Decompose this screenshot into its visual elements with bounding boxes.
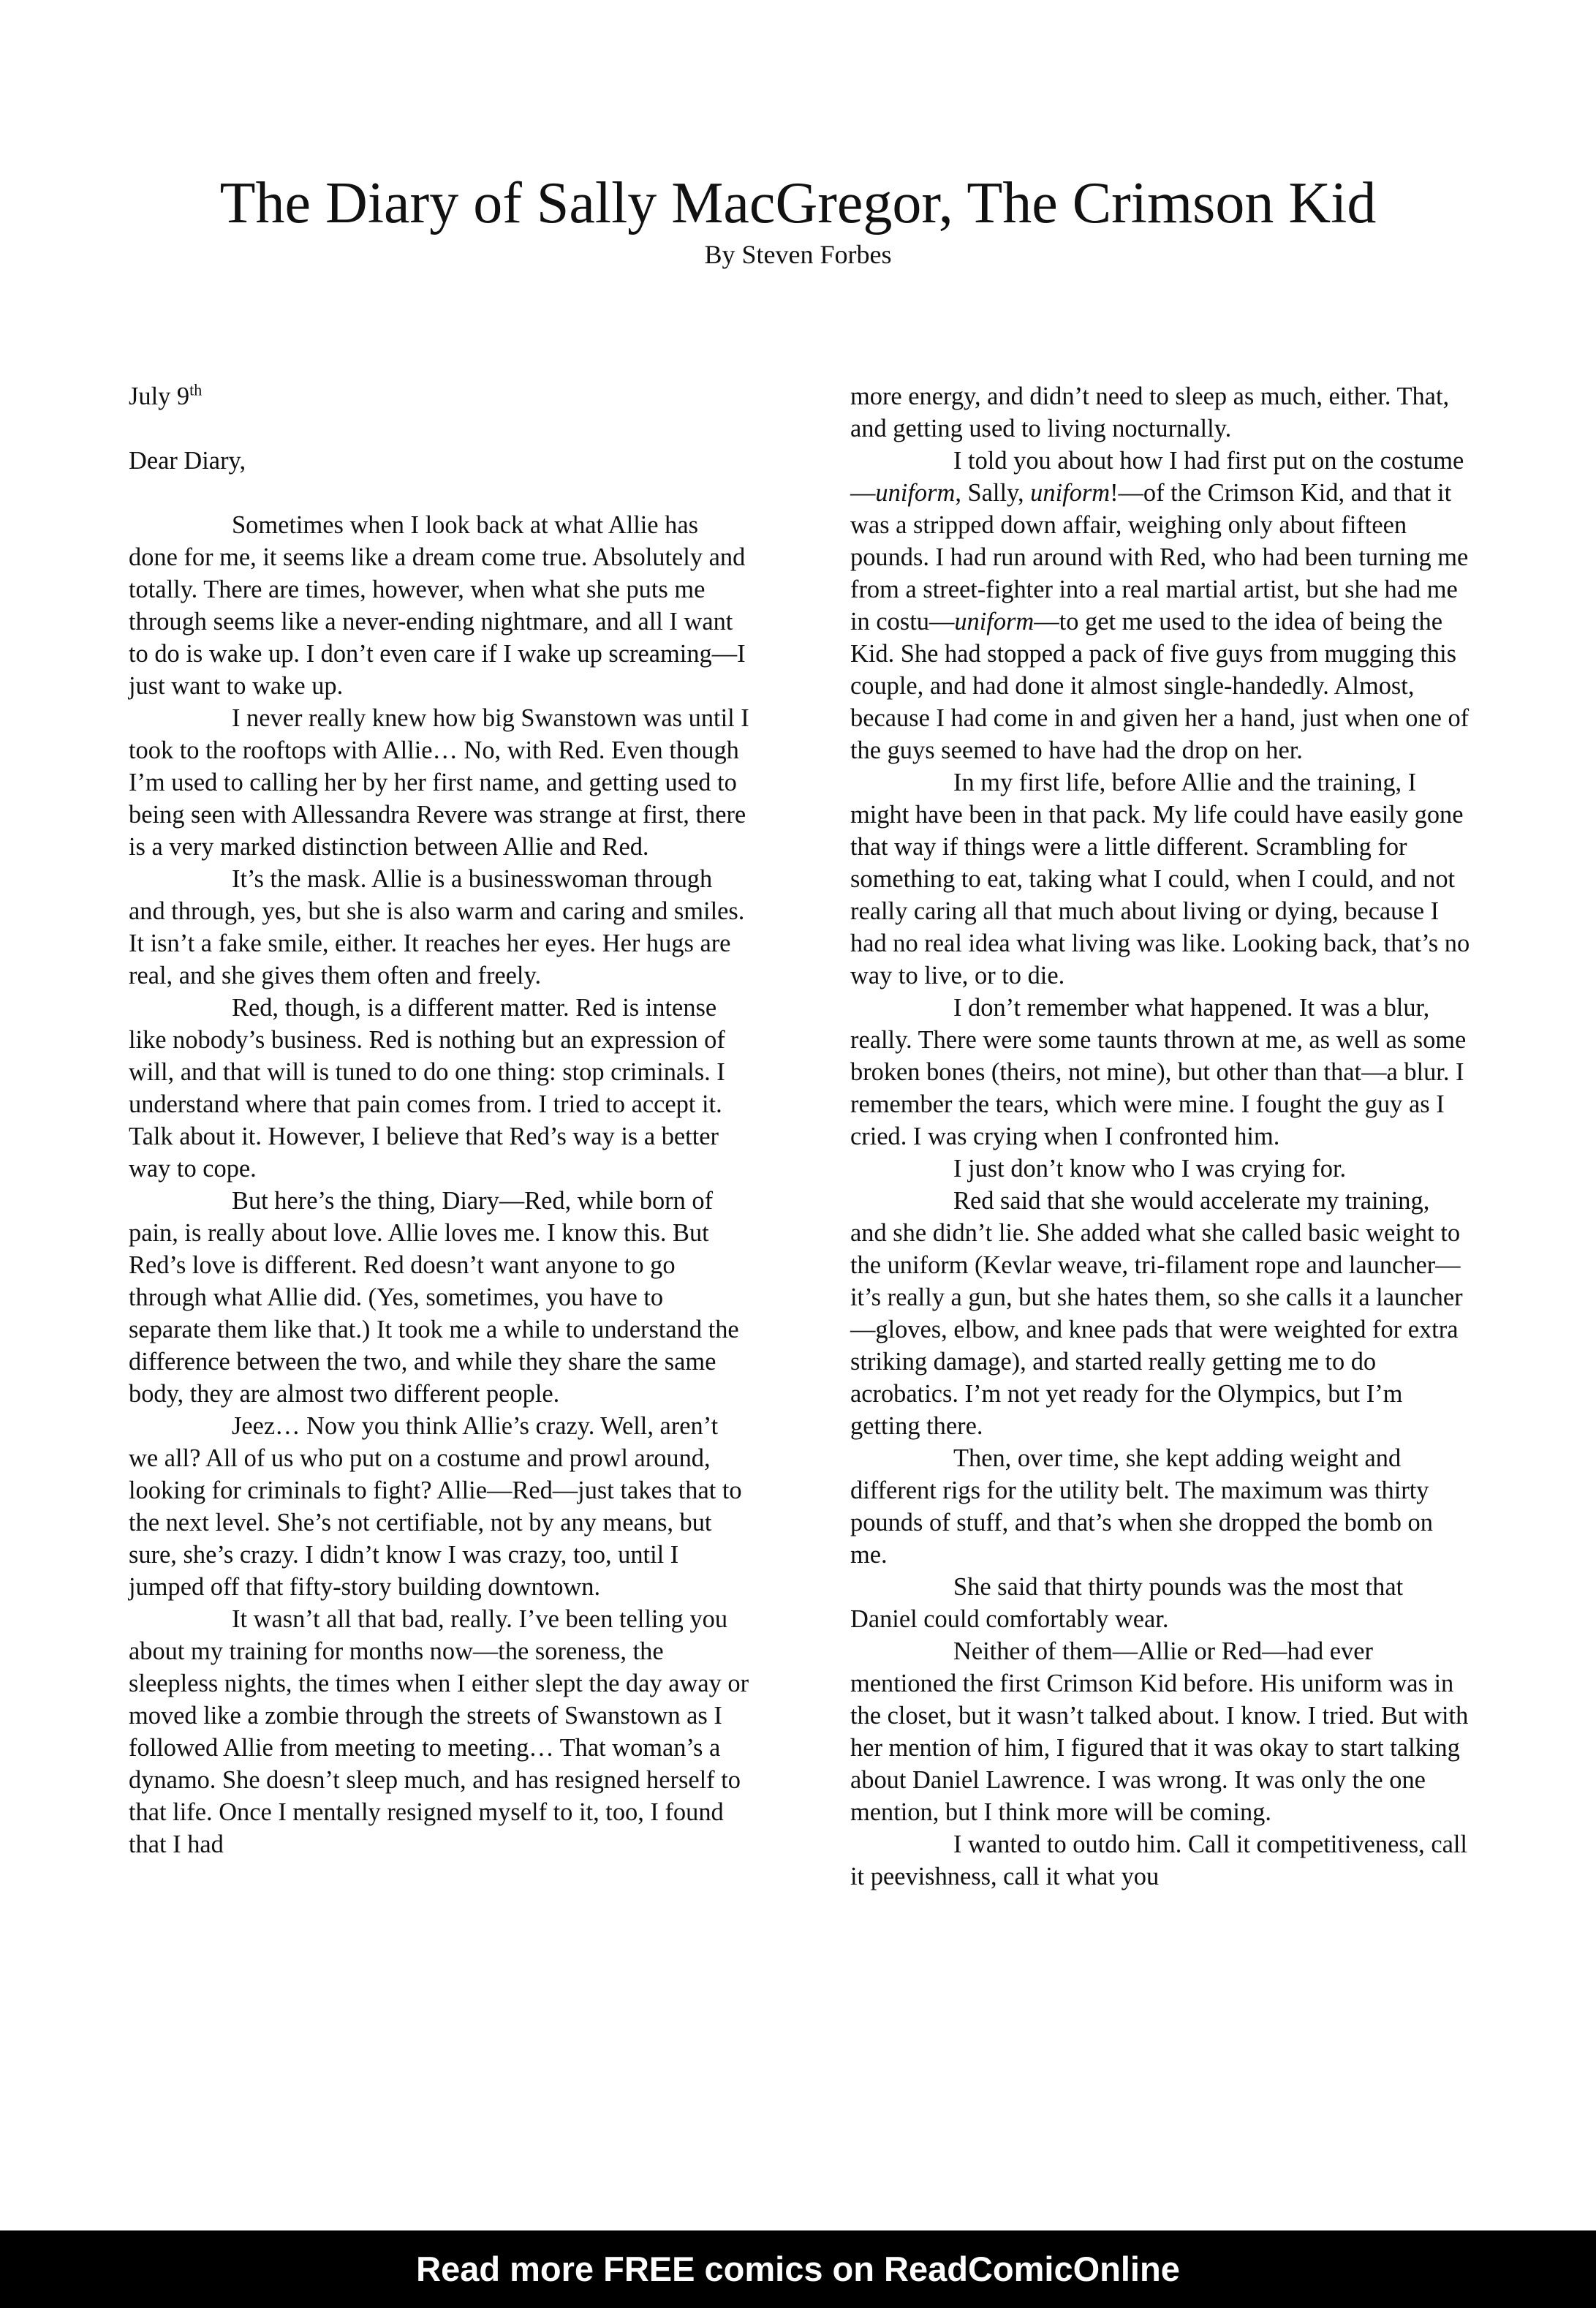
paragraph: She said that thirty pounds was the most that Daniel could comfortably wear. — [850, 1573, 1404, 1633]
paragraph: I never really knew how big Swanstown was until I took to the rooftops with Allie… No, with Red. Even though I’m used to calling her by her first name, and getting used to being seen with Allessandra Revere was strange at first, there is a very marked distinction between Allie and Red. — [129, 704, 749, 861]
paragraph: In my first life, before Allie and the training, I might have been in that pack. My life could have easily gone that way if things were a little different. Scrambling for something to eat, taking what I could, when I could, and not really caring all that much about living or dying, because I had no real idea what living was like. Looking back, that’s no way to live, or to die. — [850, 769, 1470, 989]
paragraph: Neither of them—Allie or Red—had ever mentioned the first Crimson Kid before. His uniform was in the closet, but it wasn’t talked about. I know. I tried. But with her mention of him, I figured that it was okay to start talking about Daniel Lawrence. I was wrong. It was only the one mention, but I think more will be coming. — [850, 1637, 1469, 1826]
document-title: The Diary of Sally MacGregor, The Crimson Kid — [219, 171, 1377, 235]
paragraph-continuation: more energy, and didn’t need to sleep as much, either. That, and getting used to living nocturnally. — [850, 382, 1450, 442]
footer-banner-link[interactable]: Read more FREE comics on ReadComicOnline — [0, 2230, 1596, 2308]
paragraph: I don’t remember what happened. It was a blur, really. There were some taunts thrown at me, as well as some broken bones (theirs, not mine), but other than that—a blur. I remember the tears, which were mine. I fought the guy as I cried. I was crying when I confronted him. — [850, 994, 1467, 1150]
paragraph: I just don’t know who I was crying for. — [953, 1155, 1347, 1183]
right-column — [850, 380, 1472, 1893]
paragraph: Jeez… Now you think Allie’s crazy. Well, aren’t we all? All of us who put on a costume and prowl around, looking for criminals to fight? Allie—Red—just takes that to the next level. She’s not certifiable, not by any means, but sure, she’s crazy. I didn’t know I was crazy, too, until I jumped off that fifty-story building downtown. — [129, 1412, 742, 1601]
paragraph: It’s the mask. Allie is a businesswoman through and through, yes, but she is also warm and caring and smiles. It isn’t a fake smile, either. It reaches her eyes. Her hugs are real, and she gives them often and freely. — [129, 865, 745, 989]
paragraph: Then, over time, she kept adding weight and different rigs for the utility belt. The maximum was thirty pounds of stuff, and that’s when she dropped the bomb on me. — [850, 1444, 1433, 1569]
paragraph: But here’s the thing, Diary—Red, while born of pain, is really about love. Allie loves me. I know this. But Red’s love is different. Red doesn’t want anyone to go through what Allie did. (Yes, sometimes, you have to separate them like that.) It took me a while to understand the difference between the two, and while they share the same body, they are almost two different people. — [129, 1187, 739, 1408]
paragraph: I wanted to outdo him. Call it competitiveness, call it peevishness, call it what you — [850, 1830, 1467, 1890]
paragraph: Red, though, is a different matter. Red is intense like nobody’s business. Red is nothing but an expression of will, and that will is tuned to do one thing: stop criminals. I understand where that pain comes from. I tried to accept it. Talk about it. However, I believe that Red’s way is a better way to cope. — [129, 994, 725, 1183]
paragraph: I told you about how I had first put on the costume—uniform, Sally, uniform!—of the Crimson Kid, and that it was a stripped down affair, weighing only about fifteen pounds. I had run around with Red, who had been turning me from a street-fighter into a real martial artist, but she had me in costu—uniform—to get me used to the idea of being the Kid. She had stopped a pack of five guys from mugging this couple, and had done it almost single-handedly. Almost, because I had come in and given her a hand, just when one of the guys seemed to have had the drop on her. — [850, 447, 1470, 764]
diary-date: July 9th — [129, 380, 203, 410]
paragraph: Sometimes when I look back at what Allie has done for me, it seems like a dream come true. Absolutely and totally. There are times, however, when what she puts me through seems like a never-ending nightmare, and all I want to do is wake up. I don’t even care if I wake up screaming—I just want to wake up. — [129, 511, 746, 700]
author-byline: By Steven Forbes — [704, 240, 892, 269]
left-column — [129, 380, 750, 1860]
paragraph: Red said that she would accelerate my training, and she didn’t lie. She added what she called basic weight to the uniform (Kevlar weave, tri-filament rope and launcher—it’s really a gun, but she hates them, so she calls it a launcher—gloves, elbow, and knee pads that were weighted for extra striking damage), and started really getting me to do acrobatics. I’m not yet ready for the Olympics, but I’m getting there. — [850, 1187, 1463, 1440]
salutation: Dear Diary, — [129, 447, 246, 475]
paragraph: It wasn’t all that bad, really. I’ve been telling you about my training for months now—the soreness, the sleepless nights, the times when I either slept the day away or moved like a zombie through the streets of Swanstown as I followed Allie from meeting to meeting… That woman’s a dynamo. She doesn’t sleep much, and has resigned herself to that life. Once I mentally resigned myself to it, too, I found that I had — [129, 1605, 749, 1858]
